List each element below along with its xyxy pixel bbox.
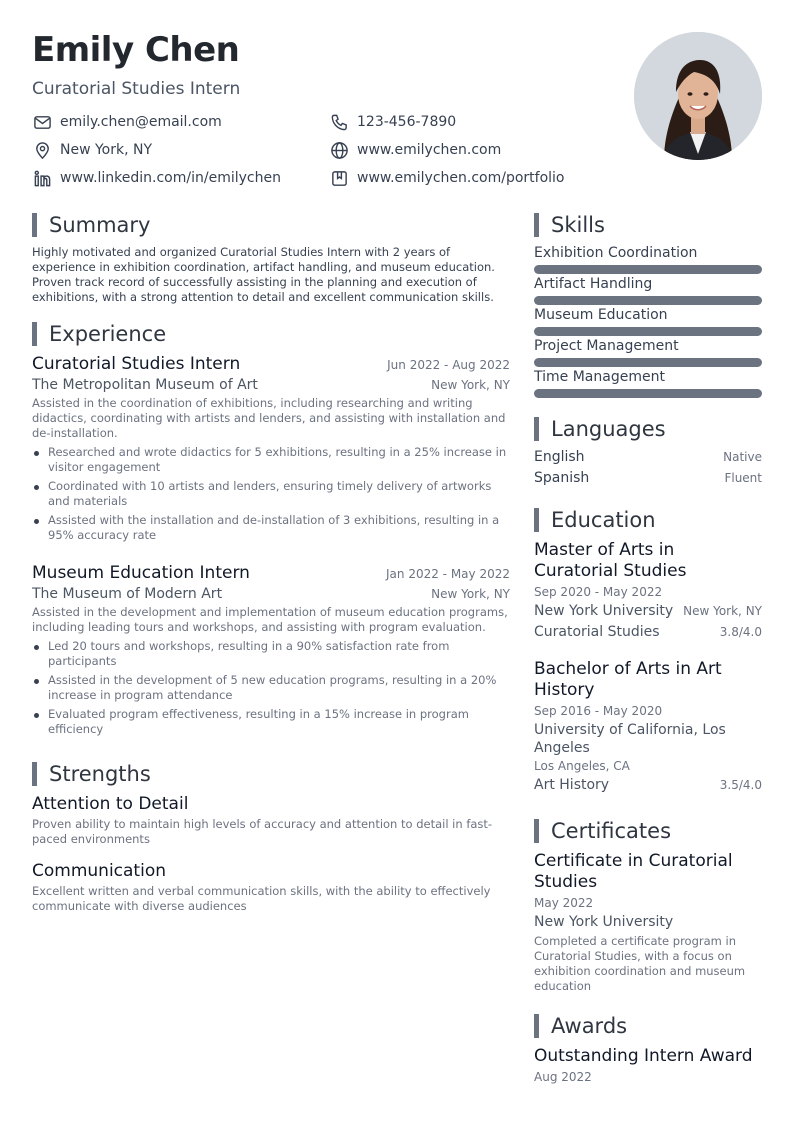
- heading-accent-bar: [534, 819, 539, 843]
- education-field-row: [534, 776, 762, 794]
- education-dates: Sep 2016 - May 2020: [534, 704, 663, 718]
- skill-item: [534, 245, 762, 276]
- job-entry: [32, 354, 510, 547]
- skill-item: [534, 307, 762, 338]
- heading-text: Skills: [551, 213, 605, 237]
- job-location: New York, NY: [431, 587, 510, 601]
- education-school: New York University: [534, 603, 674, 619]
- job-entry: [32, 563, 510, 741]
- education-location: Los Angeles, CA: [534, 759, 630, 773]
- contact-location: [32, 140, 329, 160]
- job-bullet: Researched and wrote didactics for 5 exhibitions, resulting in a 25% increase in visitor engagement: [32, 445, 510, 475]
- summary-text: Highly motivated and organized Curatorial Studies Intern with 2 years of experience in exhibition coordination, artifact handling, and museum education. Proven track record of successfully assisting in the planning and execution of exhibitions, with a strong attention to detail and excellent communication skills.: [32, 245, 495, 304]
- certificates-heading: [534, 818, 671, 844]
- skill-bar: [534, 296, 762, 305]
- summary-heading: [32, 212, 150, 238]
- job-company: The Metropolitan Museum of Art: [32, 377, 258, 393]
- skill-bar: [534, 265, 762, 274]
- heading-text: Strengths: [49, 762, 151, 786]
- education-degree: Bachelor of Arts in Art History: [534, 659, 722, 700]
- candidate-role: Curatorial Studies Intern: [32, 79, 241, 99]
- heading-accent-bar: [534, 508, 539, 532]
- certificate-date: May 2022: [534, 896, 594, 910]
- linkedin-icon: [32, 168, 52, 188]
- education-school: University of California, Los Angeles: [534, 722, 726, 756]
- job-bullet: Assisted with the installation and de-installation of 3 exhibitions, resulting in a 95% accuracy rate: [32, 513, 510, 543]
- skills-list: [534, 245, 762, 400]
- job-title: Museum Education Intern: [32, 563, 250, 583]
- strength-item: [32, 861, 510, 914]
- strength-text: Proven ability to maintain high levels of accuracy and attention to detail in fast-paced environments: [32, 817, 493, 846]
- heading-accent-bar: [534, 1014, 539, 1038]
- language-level: Fluent: [724, 471, 762, 485]
- job-bullet: Led 20 tours and workshops, resulting in a 90% satisfaction rate from participants: [32, 639, 510, 669]
- job-description: Assisted in the development and implementation of museum education programs, including leading tours and workshops, and assisting with program evaluation.: [32, 605, 508, 634]
- contact-text: www.emilychen.com/portfolio: [357, 170, 565, 186]
- award-item: [534, 1046, 762, 1084]
- heading-accent-bar: [32, 322, 37, 346]
- education-dates: Sep 2020 - May 2022: [534, 585, 663, 599]
- education-item: [534, 540, 762, 641]
- skills-heading: [534, 212, 605, 238]
- strength-text: Excellent written and verbal communication skills, with the ability to effectively communicate with diverse audiences: [32, 884, 491, 913]
- job-dates: Jan 2022 - May 2022: [386, 567, 510, 581]
- location-icon: [32, 140, 52, 160]
- job-dates: Jun 2022 - Aug 2022: [387, 358, 510, 372]
- job-description: Assisted in the coordination of exhibitions, including researching and writing didactics, coordinating with artists and lenders, and assisting with installation and de-installation.: [32, 396, 506, 440]
- skill-name: Artifact Handling: [534, 276, 653, 292]
- skill-name: Time Management: [534, 369, 665, 385]
- job-company-row: [32, 377, 510, 393]
- heading-accent-bar: [534, 213, 539, 237]
- education-location: New York, NY: [683, 604, 762, 618]
- education-item: [534, 659, 762, 794]
- language-item: [534, 449, 762, 470]
- strength-title: Communication: [32, 861, 166, 881]
- languages-list: [534, 449, 762, 491]
- job-bullet: Coordinated with 10 artists and lenders, ensuring timely delivery of artworks and materials: [32, 479, 510, 509]
- contact-website[interactable]: [329, 140, 612, 160]
- contact-list: [32, 112, 612, 188]
- job-bullet: Assisted in the development of 5 new education programs, resulting in a 20% increase in program attendance: [32, 673, 510, 703]
- job-bullets: [32, 639, 510, 737]
- certificate-item: [534, 851, 762, 994]
- candidate-name: Emily Chen: [32, 30, 240, 70]
- education-school-row: [534, 602, 762, 620]
- certificate-text: Completed a certificate program in Curatorial Studies, with a focus on exhibition coordination and museum education: [534, 934, 746, 993]
- award-title: Outstanding Intern Award: [534, 1046, 753, 1066]
- education-field-row: [534, 623, 762, 641]
- education-heading: [534, 507, 656, 533]
- contact-text: New York, NY: [60, 142, 153, 158]
- language-level: Native: [723, 450, 762, 464]
- skill-item: [534, 276, 762, 307]
- heading-text: Awards: [551, 1014, 628, 1038]
- job-title-row: [32, 354, 510, 374]
- education-degree: Master of Arts in Curatorial Studies: [534, 540, 687, 581]
- contact-text: emily.chen@email.com: [60, 114, 222, 130]
- contact-text: 123-456-7890: [357, 114, 457, 130]
- certificate-issuer: New York University: [534, 914, 674, 930]
- skill-bar: [534, 358, 762, 367]
- contact-portfolio[interactable]: [329, 168, 612, 188]
- job-company: The Museum of Modern Art: [32, 586, 223, 602]
- heading-text: Summary: [49, 213, 151, 237]
- heading-accent-bar: [32, 762, 37, 786]
- heading-text: Certificates: [551, 819, 672, 843]
- award-date: Aug 2022: [534, 1070, 592, 1084]
- skill-name: Museum Education: [534, 307, 668, 323]
- language-name: English: [534, 449, 585, 465]
- strength-title: Attention to Detail: [32, 794, 189, 814]
- contact-text: www.emilychen.com: [357, 142, 502, 158]
- job-company-row: [32, 586, 510, 602]
- languages-heading: [534, 416, 666, 442]
- skill-item: [534, 338, 762, 369]
- heading-accent-bar: [534, 417, 539, 441]
- language-item: [534, 470, 762, 491]
- contact-linkedin[interactable]: [32, 168, 329, 188]
- education-field: Curatorial Studies: [534, 624, 660, 640]
- contact-text: www.linkedin.com/in/emilychen: [60, 170, 281, 186]
- job-bullet: Evaluated program effectiveness, resulting in a 15% increase in program efficiency: [32, 707, 510, 737]
- job-title-row: [32, 563, 510, 583]
- job-bullets: [32, 445, 510, 543]
- heading-text: Experience: [49, 322, 167, 346]
- globe-icon: [329, 140, 349, 160]
- skill-name: Exhibition Coordination: [534, 245, 698, 261]
- skill-name: Project Management: [534, 338, 679, 354]
- skill-item: [534, 369, 762, 400]
- strength-item: [32, 794, 510, 847]
- profile-photo: [634, 32, 762, 160]
- job-location: New York, NY: [431, 378, 510, 392]
- skill-bar: [534, 389, 762, 398]
- email-icon: [32, 112, 52, 132]
- heading-accent-bar: [32, 213, 37, 237]
- education-gpa: 3.8/4.0: [719, 625, 762, 639]
- education-field: Art History: [534, 777, 610, 793]
- heading-text: Languages: [551, 417, 666, 441]
- experience-heading: [32, 321, 166, 347]
- awards-heading: [534, 1013, 627, 1039]
- heading-text: Education: [551, 508, 656, 532]
- contact-email[interactable]: [32, 112, 329, 132]
- strengths-heading: [32, 761, 151, 787]
- contact-phone[interactable]: [329, 112, 612, 132]
- language-name: Spanish: [534, 470, 590, 486]
- certificate-title: Certificate in Curatorial Studies: [534, 851, 733, 892]
- job-title: Curatorial Studies Intern: [32, 354, 241, 374]
- phone-icon: [329, 112, 349, 132]
- portfolio-icon: [329, 168, 349, 188]
- skill-bar: [534, 327, 762, 336]
- education-gpa: 3.5/4.0: [719, 778, 762, 792]
